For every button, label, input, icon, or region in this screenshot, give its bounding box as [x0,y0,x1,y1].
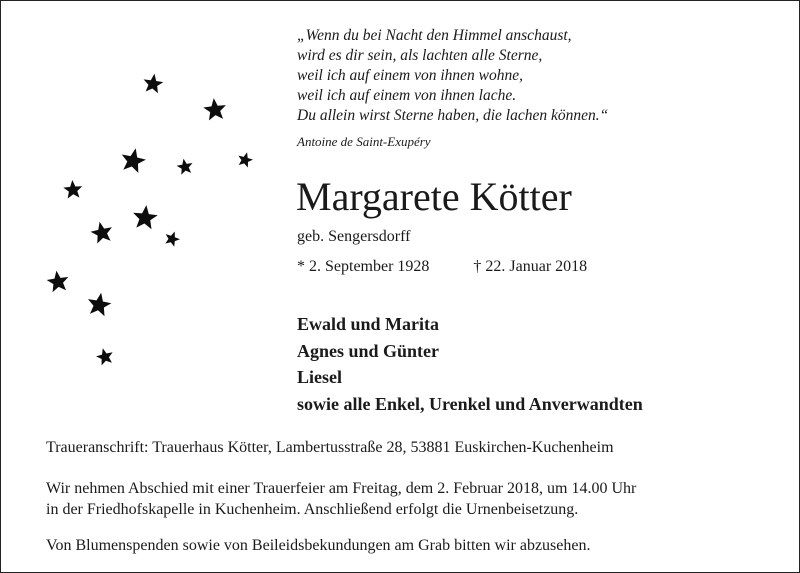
ceremony-line: in der Friedhofskapelle in Kuchenheim. Anschließend erfolgt die Urnenbeisetzung. [46,501,579,518]
quote [297,26,608,126]
flowers-note: Von Blumenspenden sowie von Beileidsbekundungen am Grab bitten wir abzusehen. [46,537,591,554]
ceremony-line: Wir nehmen Abschied mit einer Trauerfeier am Freitag, dem 2. Februar 2018, um 14.00 Uhr [46,480,637,497]
star-icon [202,97,227,121]
star-icon [89,219,115,244]
star-icon [86,291,113,317]
mourner-entry: sowie alle Enkel, Urenkel und Anverwandten [297,393,643,414]
star-icon [119,146,148,174]
death-date: † 22. Januar 2018 [473,258,588,275]
ceremony-info [46,478,636,520]
quote-line: Du allein wirst Sterne haben, die lachen können.“ [297,107,609,124]
star-icon [142,72,164,94]
mourning-address: Traueranschrift: Trauerhaus Kötter, Lambertusstraße 28, 53881 Euskirchen-Kuchenheim [46,439,614,456]
star-icon [95,346,116,366]
star-icon [46,269,71,293]
quote-line: weil ich auf einem von ihnen wohne, [297,67,523,84]
mourner-entry: Agnes und Günter [297,340,440,361]
quote-author: Antoine de Saint-Exupéry [297,134,431,149]
stars-decoration [0,0,300,400]
star-icon [236,150,254,168]
star-icon [63,179,83,198]
deceased-name: Margarete Kötter [296,174,572,219]
mourner-entry: Ewald und Marita [297,314,440,334]
quote-line: „Wenn du bei Nacht den Himmel anschaust, [297,27,572,44]
quote-line: wird es dir sein, als lachten alle Sterne, [297,47,543,64]
birth-date: * 2. September 1928 [297,258,430,275]
quote-line: weil ich auf einem von ihnen lache. [297,87,517,104]
life-dates [297,258,587,276]
star-icon [132,204,159,230]
maiden-name: geb. Sengersdorff [297,228,411,245]
star-icon [176,157,195,175]
star-icon [163,229,182,248]
mourner-entry: Liesel [297,367,342,387]
mourners-list [297,311,643,417]
